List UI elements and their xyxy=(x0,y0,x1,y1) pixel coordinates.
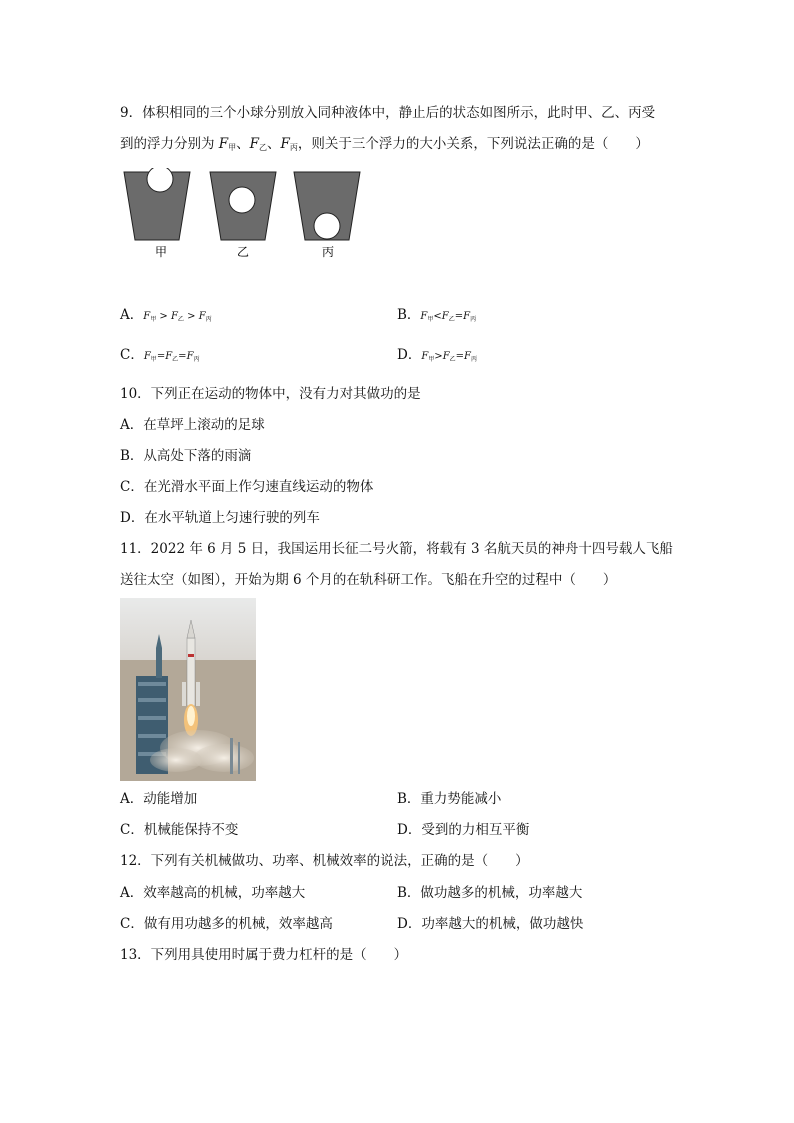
ball-floating xyxy=(147,168,173,192)
beaker-bing xyxy=(294,172,360,240)
ball-suspended xyxy=(229,187,255,213)
q11-option-d[interactable]: D．受到的力相互平衡 xyxy=(397,822,530,838)
q11-option-a[interactable]: A．动能增加 xyxy=(120,791,198,807)
rocket-launch-photo xyxy=(120,598,256,781)
q10-option-c[interactable]: C．在光滑水平面上作匀速直线运动的物体 xyxy=(120,479,374,495)
q9-stem-line1: 9．体积相同的三个小球分别放入同种液体中，静止后的状态如图所示，此时甲、乙、丙受 xyxy=(120,105,656,121)
q12-option-c[interactable]: C．做有用功越多的机械，效率越高 xyxy=(120,916,333,932)
q10-option-b[interactable]: B．从高处下落的雨滴 xyxy=(120,448,252,464)
q9-stem-text: 到的浮力分别为 xyxy=(120,136,219,152)
formula: $F_甲<F_乙=F_丙$ xyxy=(420,311,477,323)
q9-option-c[interactable]: C．$F_甲=F_乙=F_丙$ xyxy=(120,347,200,363)
buoyancy-figure xyxy=(118,168,368,260)
q10-stem: 10．下列正在运动的物体中，没有力对其做功的是 xyxy=(120,386,421,402)
beaker-jia xyxy=(124,168,190,240)
label-yi: 乙 xyxy=(237,245,250,259)
q12-option-d[interactable]: D．功率越大的机械，做功越快 xyxy=(397,916,584,932)
q9-stem-line2: 到的浮力分别为 $F_甲$、$F_乙$、$F_丙$，则关于三个浮力的大小关系，下列说法正确的是（ ） xyxy=(120,136,649,152)
q12-option-b[interactable]: B．做功越多的机械，功率越大 xyxy=(397,885,583,901)
label-jia: 甲 xyxy=(155,245,168,259)
q10-option-a[interactable]: A．在草坪上滚动的足球 xyxy=(120,417,265,433)
q11-stem-line1: 11．2022 年 6 月 5 日，我国运用长征二号火箭，将载有 3 名航天员的神舟十四号载人飞船 xyxy=(120,541,673,557)
q11-stem-line2: 送往太空（如图），开始为期 6 个月的在轨科研工作。飞船在升空的过程中（ ） xyxy=(120,572,617,588)
ball-sunk xyxy=(314,213,340,239)
q10-option-d[interactable]: D．在水平轨道上匀速行驶的列车 xyxy=(120,510,320,526)
q11-option-c[interactable]: C．机械能保持不变 xyxy=(120,822,239,838)
q9-option-a[interactable]: A．$F_甲 > F_乙 > F_丙$ xyxy=(120,307,212,323)
q9-option-b[interactable]: B．$F_甲<F_乙=F_丙$ xyxy=(397,307,477,323)
beaker-yi xyxy=(210,172,276,240)
formula: $F_甲=F_乙=F_丙$ xyxy=(143,351,200,363)
formula: $F_甲 > F_乙 > F_丙$ xyxy=(143,311,212,323)
formula: $F_甲>F_乙=F_丙$ xyxy=(421,351,478,363)
label-bing: 丙 xyxy=(322,245,335,259)
q13-stem: 13．下列用具使用时属于费力杠杆的是（ ） xyxy=(120,947,408,963)
q11-option-b[interactable]: B．重力势能减小 xyxy=(397,791,502,807)
q12-option-a[interactable]: A．效率越高的机械，功率越大 xyxy=(120,885,306,901)
q9-option-d[interactable]: D．$F_甲>F_乙=F_丙$ xyxy=(397,347,478,363)
q12-stem: 12．下列有关机械做功、功率、机械效率的说法，正确的是（ ） xyxy=(120,853,529,869)
